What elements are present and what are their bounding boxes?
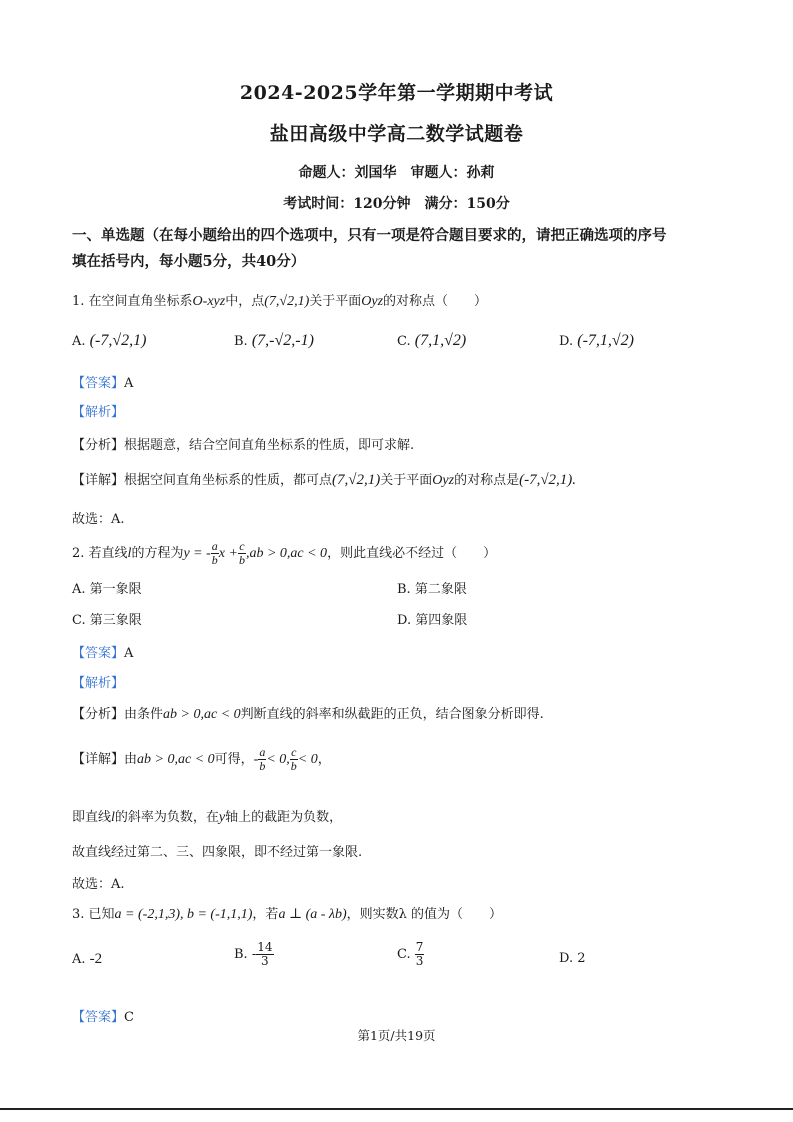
- q1-fenxi: [72, 434, 414, 453]
- q1-option-d: [559, 332, 634, 350]
- q2-xiangjie-lt2: < 0: [297, 752, 318, 767]
- exam-time-score: 考试时间：120分钟 满分：150分: [283, 196, 510, 212]
- q2-conclusion: 故选：A.: [72, 877, 125, 892]
- q1-option-b-label: B.: [234, 334, 248, 349]
- q3-option-b-num: 14: [257, 940, 273, 954]
- q2-frac2-num: c: [239, 539, 245, 553]
- q1-coordinate-system: O-xyz: [192, 294, 226, 309]
- q1-option-a-value: (-7,√2,1): [89, 332, 147, 349]
- q1-xiangjie-mid2: 的对称点是: [454, 473, 520, 488]
- q2-stem-pre: 2. 若直线: [72, 546, 128, 561]
- q2-xiangjie-pre: 由: [124, 752, 138, 767]
- q2-answer-tag: 【答案】: [72, 646, 125, 661]
- q3-vectors: a = (-2,1,3), b = (-1,1,1): [114, 907, 253, 922]
- q2-line2-l: l: [111, 810, 115, 825]
- q1-option-c-value: (7,1,√2): [414, 332, 467, 349]
- q2-stem-post: ，则此直线必不经过（ ）: [327, 546, 497, 561]
- page-footer: 第1页/共19页: [357, 1028, 436, 1043]
- q3-option-a: [72, 951, 102, 968]
- q1-stem-mid2: 关于平面: [309, 294, 362, 309]
- section-heading-line2: 填在括号内，每小题5分，共40分）: [72, 253, 306, 271]
- q2-line2-y: y: [218, 810, 226, 825]
- section-heading-line1: 一、单选题（在每小题给出的四个选项中，只有一项是符合题目要求的，请把正确选项的序号: [72, 227, 667, 244]
- q2-fenxi-pre: 由条件: [124, 707, 164, 722]
- q1-xiangjie-mid: 关于平面: [380, 473, 433, 488]
- q1-xiangjie-point: (7,√2,1): [332, 472, 381, 488]
- q1-xiangjie-tag: 【详解】: [72, 473, 125, 488]
- q2-xiangjie-minus: -: [253, 752, 259, 767]
- q2-fraction-c-over-b: [238, 540, 246, 567]
- q1-answer-tag: 【答案】: [72, 376, 125, 391]
- q3-option-b-sign: -: [251, 947, 257, 962]
- q3-option-a-value: -2: [89, 951, 103, 967]
- q1-option-d-label: D.: [559, 334, 574, 349]
- q2-fraction-a-over-b: [211, 540, 219, 567]
- q1-answer: [72, 372, 133, 391]
- q2-condition: ,ab > 0,ac < 0: [245, 546, 328, 561]
- q1-option-b-value: (7,-√2,-1): [251, 332, 314, 349]
- q2-stem-mid: 的方程为: [131, 546, 184, 561]
- q3-answer: [72, 1006, 134, 1025]
- q3-answer-tag: 【答案】: [72, 1010, 125, 1025]
- q1-stem-pre: 1. 在空间直角坐标系: [72, 294, 193, 309]
- q1-point: (7,√2,1): [264, 294, 310, 309]
- q2-xiangjie-condition: ab > 0,ac < 0: [137, 752, 215, 767]
- q2-xfrac1-num: a: [259, 745, 266, 759]
- q3-stem-pre: 3. 已知: [72, 907, 115, 922]
- q2-xfrac2-num: c: [291, 745, 297, 759]
- q1-xiangjie-pre: 根据空间直角坐标系的性质，都可点: [124, 473, 333, 488]
- q2-xiangjie-lt: < 0,: [266, 752, 290, 767]
- q3-option-b-fraction: [256, 941, 273, 968]
- q2-option-a: A. 第一象限: [72, 582, 142, 597]
- q1-xiangjie-result: (-7,√2,1).: [519, 472, 577, 488]
- exam-subtitle: 盐田高级中学高二数学试题卷: [269, 123, 524, 145]
- q3-stem: [72, 903, 502, 923]
- q2-xfrac1-den: b: [259, 759, 266, 773]
- q2-option-d: D. 第四象限: [397, 613, 468, 628]
- q2-fenxi-tag: 【分析】: [72, 707, 125, 722]
- q2-fenxi-condition: ab > 0,ac < 0: [163, 707, 241, 722]
- q3-option-d: D. 2: [559, 951, 586, 966]
- exam-authors: 命题人：刘国华 审题人：孙莉: [298, 165, 495, 181]
- bottom-divider: [0, 1108, 793, 1110]
- q2-frac2-den: b: [238, 553, 245, 567]
- q1-option-a: [72, 332, 146, 350]
- q1-fenxi-tag: 【分析】: [72, 438, 125, 453]
- q2-option-c: C. 第三象限: [72, 613, 142, 628]
- q2-stem: [72, 540, 496, 567]
- q1-analysis-tag: 【解析】: [72, 405, 125, 420]
- q2-frac1-den: b: [211, 553, 218, 567]
- q3-option-c-num: 7: [415, 940, 424, 954]
- q1-answer-value: A: [124, 376, 134, 391]
- q1-option-b: [234, 332, 314, 350]
- q3-stem-mid: ，若: [252, 907, 279, 922]
- q2-xiangjie: [72, 746, 331, 773]
- q2-line2-post: 轴上的截距为负数，: [225, 810, 343, 825]
- section-heading: [72, 223, 667, 275]
- q3-option-b-den: 3: [261, 954, 269, 968]
- q2-frac1-num: a: [211, 539, 218, 553]
- q2-equation-part2: x +: [218, 546, 238, 561]
- q1-xiangjie: [72, 469, 576, 489]
- q3-option-a-label: A.: [72, 952, 86, 967]
- q1-option-a-label: A.: [72, 334, 86, 349]
- q3-stem-post: ，则实数λ 的值为（ ）: [346, 907, 503, 922]
- q1-stem-mid: 中，点: [225, 294, 265, 309]
- q1-stem: [72, 290, 487, 310]
- q2-xiangjie-end: ，: [317, 752, 331, 767]
- q3-option-b: [234, 941, 274, 968]
- exam-title: 2024-2025学年第一学期期中考试: [239, 82, 554, 104]
- q2-line2-mid: 的斜率为负数，在: [114, 810, 219, 825]
- q2-line2-pre: 即直线: [72, 810, 112, 825]
- q2-analysis-tag: 【解析】: [72, 676, 125, 691]
- q2-answer-value: A: [124, 646, 134, 661]
- q2-line-symbol: l: [127, 546, 132, 561]
- q2-xiangjie-fraction-c-over-b: [290, 746, 298, 773]
- q2-fenxi: [72, 703, 544, 723]
- q1-option-c-label: C.: [397, 334, 411, 349]
- q2-option-b: B. 第二象限: [397, 582, 467, 597]
- q3-option-c-fraction: [415, 941, 425, 968]
- q1-option-d-value: (-7,1,√2): [577, 332, 634, 349]
- q3-answer-value: C: [124, 1010, 134, 1025]
- q2-line3: 故直线经过第二、三、四象限，即不经过第一象限.: [72, 845, 363, 860]
- q2-xiangjie-mid: 可得，: [214, 752, 254, 767]
- q1-option-c: [397, 332, 466, 350]
- q2-equation-part1: y = -: [183, 546, 211, 561]
- q1-stem-post: 的对称点（ ）: [383, 294, 488, 309]
- q1-conclusion: 故选：A.: [72, 512, 125, 527]
- q3-condition: a ⊥ (a - λb): [278, 907, 347, 922]
- q1-plane: Oyz: [361, 294, 384, 309]
- q2-xiangjie-tag: 【详解】: [72, 752, 125, 767]
- q2-answer: [72, 642, 133, 661]
- q2-fenxi-post: 判断直线的斜率和纵截距的正负，结合图象分析即得.: [240, 707, 544, 722]
- q1-xiangjie-plane: Oyz: [432, 473, 455, 488]
- q2-line2: [72, 806, 342, 826]
- q3-option-c-label: C.: [397, 947, 411, 962]
- q3-option-c-den: 3: [415, 954, 424, 968]
- q1-fenxi-text: 根据题意，结合空间直角坐标系的性质，即可求解.: [124, 438, 415, 453]
- q2-xfrac2-den: b: [290, 759, 297, 773]
- q3-option-b-label: B.: [234, 947, 248, 962]
- q3-option-c: [397, 941, 424, 968]
